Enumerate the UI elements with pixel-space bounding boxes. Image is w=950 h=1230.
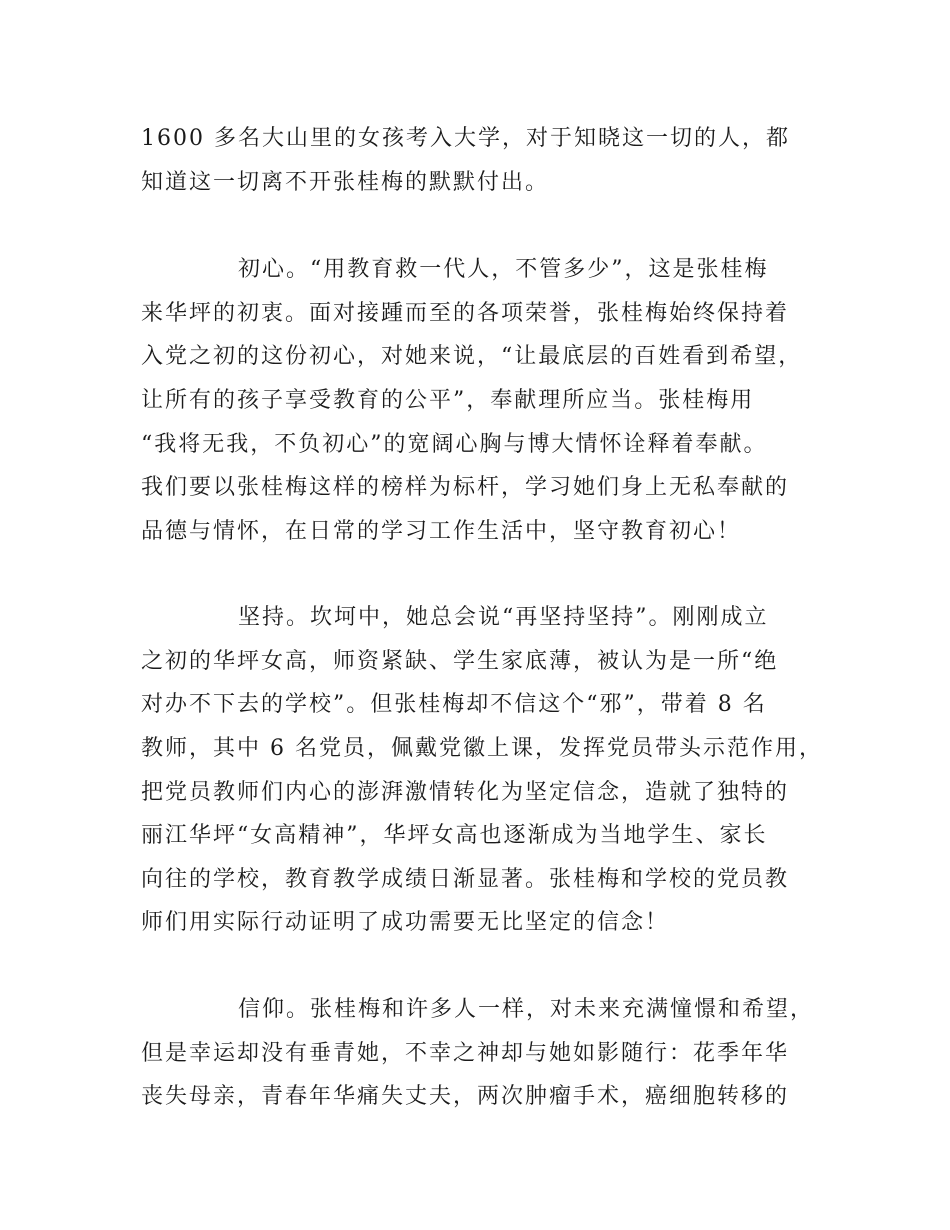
jianchi-line-3: 对办不下去的学校”。但张桂梅却不信这个“邪”，带着 8 名 xyxy=(141,692,767,717)
xinyang-line-1: 信仰。张桂梅和许多人一样，对未来充满憧憬和希望， xyxy=(238,997,815,1022)
intro-line-2: 知道这一切离不开张桂梅的默默付出。 xyxy=(141,170,550,195)
jianchi-line-2: 之初的华坪女高，师资紧缺、学生家底薄，被认为是一所“绝 xyxy=(141,649,779,674)
jianchi-line-7: 向往的学校，教育教学成绩日渐显著。张桂梅和学校的党员教 xyxy=(141,867,790,892)
chuxin-line-5: “我将无我，不负初心”的宽阔心胸与博大情怀诠释着奉献。 xyxy=(141,432,768,457)
chuxin-line-1: 初心。“用教育救一代人，不管多少”，这是张桂梅 xyxy=(238,257,769,282)
jianchi-line-4: 教师，其中 6 名党员，佩戴党徽上课，发挥党员带头示范作用， xyxy=(141,736,823,761)
chuxin-line-3: 入党之初的这份初心，对她来说，“让最底层的百姓看到希望， xyxy=(141,344,803,369)
chuxin-line-2: 来华坪的初衷。面对接踵而至的各项荣誉，张桂梅始终保持着 xyxy=(141,301,790,326)
xinyang-line-2: 但是幸运却没有垂青她，不幸之神却与她如影随行：花季年华 xyxy=(141,1041,790,1066)
chuxin-line-4: 让所有的孩子享受教育的公平”，奉献理所应当。张桂梅用 xyxy=(141,388,755,413)
xinyang-line-3: 丧失母亲，青春年华痛失丈夫，两次肿瘤手术，癌细胞转移的 xyxy=(141,1084,790,1109)
chuxin-line-7: 品德与情怀，在日常的学习工作生活中，坚守教育初心！ xyxy=(141,519,742,544)
jianchi-line-1: 坚持。坎坷中，她总会说“再坚持坚持”。刚刚成立 xyxy=(238,605,769,630)
chuxin-line-6: 我们要以张桂梅这样的榜样为标杆，学习她们身上无私奉献的 xyxy=(141,475,790,500)
intro-line-1: 1600 多名大山里的女孩考入大学，对于知晓这一切的人，都 xyxy=(141,126,790,151)
jianchi-line-5: 把党员教师们内心的澎湃激情转化为坚定信念，造就了独特的 xyxy=(141,780,790,805)
jianchi-line-6: 丽江华坪“女高精神”，华坪女高也逐渐成为当地学生、家长 xyxy=(141,823,768,848)
jianchi-line-8: 师们用实际行动证明了成功需要无比坚定的信念！ xyxy=(141,910,670,935)
